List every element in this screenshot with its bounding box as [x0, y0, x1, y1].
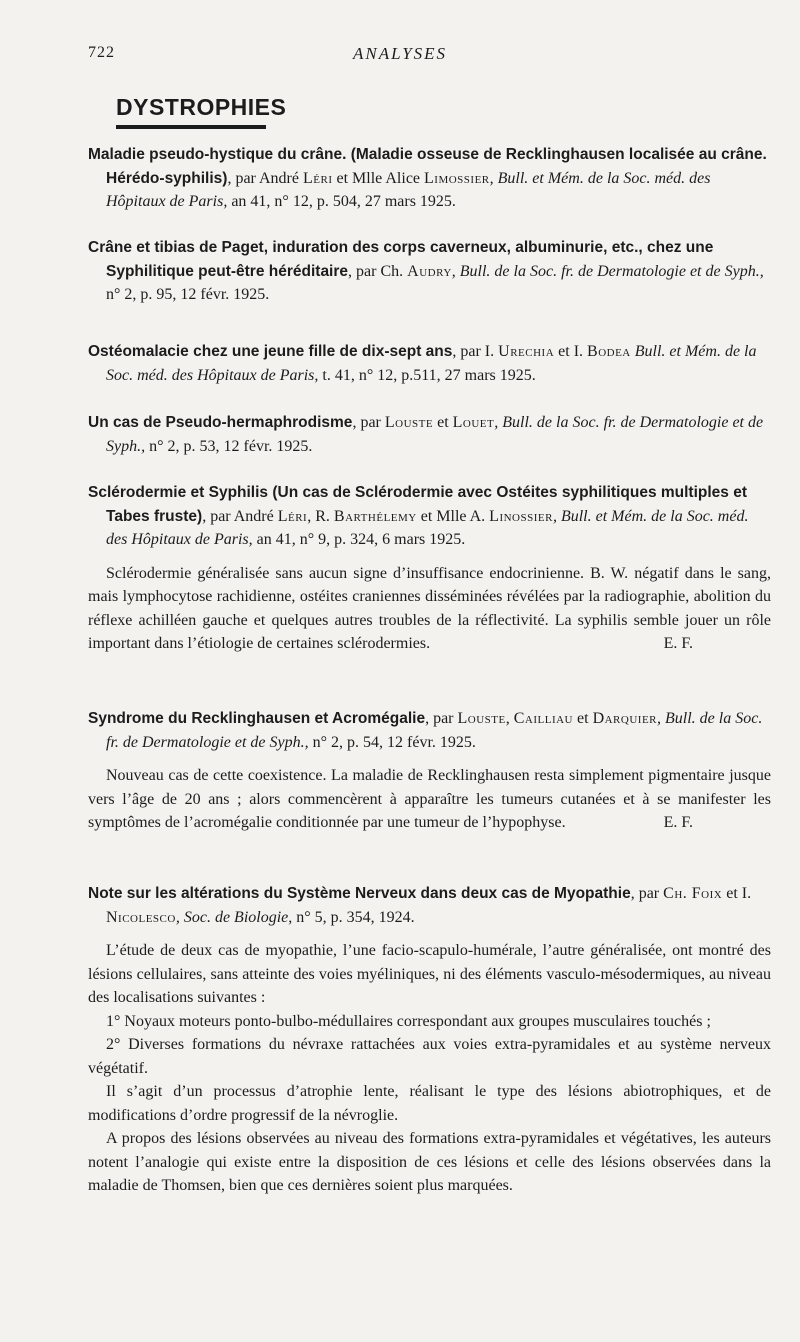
- abstract-paragraph: Sclérodermie généralisée sans aucun signe d’insuffisance endocrinienne. B. W. négatif dans le sang, mais lymphocytose rachidienne, ostéites craniennes disséminées révélées par la radiographie, abolition du réflexe achilléen gauche et quelques autres troubles de la réflectivité. La syphilis semble jouer un rôle important dans l’étiologie de certaines sclérodermies. E. F.: [88, 562, 771, 656]
- citation: Bull. et Mém. de la Soc. méd. des Hôpitaux de Paris,: [106, 343, 757, 384]
- abstract-paragraph: Nouveau cas de cette coexistence. La maladie de Recklinghausen resta simplement pigmentaire jusque vers l’âge de 20 ans ; alors commencèrent à apparaître les tumeurs cutanées et à se manifester les symptômes de l’acromégalie conditionnée par une tumeur de l’hypophyse. E. F.: [88, 764, 771, 835]
- entry-heading: Crâne et tibias de Paget, induration des corps caverneux, albuminurie, etc., chez une Syphilitique peut-être héréditaire, par Ch. Audry, Bull. de la Soc. fr. de Dermatologie et de Syph., n° 2, p. 95, 12 févr. 1925.: [88, 239, 764, 303]
- citation-details: n° 2, p. 54, 12 févr. 1925.: [308, 733, 476, 751]
- citation: , Bull. et Mém. de la Soc. méd. des Hôpitaux de Paris,: [106, 169, 711, 210]
- author-name: Urechia: [498, 343, 555, 360]
- entry-title: Crâne et tibias de Paget, induration des corps caverneux, albuminurie, etc., chez une Syphilitique peut-être héréditaire: [88, 239, 714, 280]
- citation-details: t. 41, n° 12, p.511, 27 mars 1925.: [318, 366, 536, 384]
- author-name: Louet: [452, 414, 495, 431]
- author-name: Audry: [407, 262, 452, 280]
- abstract: [88, 562, 771, 656]
- citation-details: n° 5, p. 354, 1924.: [292, 908, 415, 926]
- entry-title: Un cas de Pseudo-hermaphrodisme: [88, 414, 353, 431]
- citation: , Bull. de la Soc. fr. de Dermatologie et de Syph.,: [106, 414, 764, 455]
- author-name: Léri: [277, 507, 308, 525]
- entry-osteomalacie: [88, 340, 771, 387]
- citation: , Bull. et Mém. de la Soc. méd. des Hôpitaux de Paris,: [106, 507, 749, 548]
- citation: , Bull. de la Soc. fr. de Dermatologie et de Syph.,: [106, 710, 763, 751]
- entry-heading: Note sur les altérations du Système Nerveux dans deux cas de Myopathie, par Ch. Foix et I. Nicolesco, Soc. de Biologie, n° 5, p. 354, 1924.: [88, 885, 752, 926]
- author-name: Ch. Foix: [663, 885, 723, 902]
- author-name: Barthélemy: [333, 507, 417, 525]
- author-name: Léri: [302, 169, 333, 187]
- author-name: Louste: [457, 710, 506, 727]
- entry-heading: Sclérodermie et Syphilis (Un cas de Sclérodermie avec Ostéites syphilitiques multiples et Tabes fruste), par André Léri, R. Barthélemy et Mlle A. Linossier, Bull. et Mém. de la Soc. méd. des Hôpitaux de Paris, an 41, n° 9, p. 324, 6 mars 1925.: [88, 484, 749, 548]
- author-name: Linossier: [489, 507, 553, 525]
- entry-title: Ostéomalacie chez une jeune fille de dix-sept ans: [88, 343, 453, 360]
- page-number: 722: [88, 44, 115, 61]
- entry-title: Sclérodermie et Syphilis (Un cas de Sclérodermie avec Ostéites syphilitiques multiples et Tabes fruste): [88, 484, 747, 525]
- entry-heading: Maladie pseudo-hystique du crâne. (Maladie osseuse de Recklinghausen localisée au crâne. Hérédo-syphilis), par André Léri et Mlle Alice Limossier, Bull. et Mém. de la Soc. méd. des Hôpitaux de Paris, an 41, n° 12, p. 504, 27 mars 1925.: [88, 146, 767, 210]
- citation: , Bull. de la Soc. fr. de Dermatologie et de Syph.,: [451, 262, 764, 280]
- entry-pseudo-hermaphrodisme: [88, 411, 771, 458]
- entry-recklinghausen-acromegalie: [88, 707, 771, 835]
- author-name: Cailliau: [513, 710, 574, 727]
- abstract-paragraph: 2° Diverses formations du névraxe rattachées aux voies extra-pyramidales et au système nerveux végétatif.: [88, 1036, 771, 1077]
- entry-heading: Syndrome du Recklinghausen et Acromégalie, par Louste, Cailliau et Darquier, Bull. de la Soc. fr. de Dermatologie et de Syph., n° 2, p. 54, 12 févr. 1925.: [88, 710, 763, 751]
- abstract-paragraph: Il s’agit d’un processus d’atrophie lente, réalisant le type des lésions abiotrophiques, et de modifications d’ordre progressif de la névroglie.: [88, 1083, 771, 1124]
- entry-title: Note sur les altérations du Système Nerveux dans deux cas de Myopathie: [88, 885, 631, 902]
- abstract-paragraph: 1° Noyaux moteurs ponto-bulbo-médullaires correspondant aux groupes musculaires touchés ;: [106, 1012, 711, 1030]
- signature: E. F.: [663, 814, 693, 831]
- entry-paget: [88, 236, 771, 307]
- citation-details: an 41, n° 12, p. 504, 27 mars 1925.: [227, 193, 456, 210]
- author-name: Bodea: [587, 343, 631, 360]
- abstract-paragraph: L’étude de deux cas de myopathie, l’une facio-scapulo-humérale, l’autre généralisée, ont montré des lésions cellulaires, sans atteinte des voies myéliniques, ni des éléments vasculo-mésodermiques, au niveau des localisations suivantes :: [88, 942, 771, 1006]
- author-name: Limossier: [424, 169, 490, 187]
- citation-details: n° 2, p. 95, 12 févr. 1925.: [106, 286, 270, 303]
- entry-sclerodermie: [88, 481, 771, 656]
- signature: E. F.: [663, 635, 693, 652]
- entry-heading: Un cas de Pseudo-hermaphrodisme, par Louste et Louet, Bull. de la Soc. fr. de Dermatologie et de Syph., n° 2, p. 53, 12 févr. 1925.: [88, 414, 764, 455]
- abstract: [88, 939, 771, 1198]
- citation-details: an 41, n° 9, p. 324, 6 mars 1925.: [252, 531, 466, 548]
- entry-title: Syndrome du Recklinghausen et Acromégalie: [88, 710, 426, 727]
- running-title: ANALYSES: [352, 44, 448, 63]
- section-underline: [116, 125, 266, 129]
- abstract-paragraph: A propos des lésions observées au niveau des formations extra-pyramidales et végétatives, les auteurs notent l’analogie qui existe entre la disposition de ces lésions et celle des lésions observées dans la maladie de Thomsen, bien que ces dernières soient plus marquées.: [88, 1130, 771, 1194]
- citation-details: n° 2, p. 53, 12 févr. 1925.: [145, 437, 313, 455]
- entry-heading: Ostéomalacie chez une jeune fille de dix-sept ans, par I. Urechia et I. Bodea Bull. et Mém. de la Soc. méd. des Hôpitaux de Paris, t. 41, n° 12, p.511, 27 mars 1925.: [88, 343, 757, 384]
- section-title: DYSTROPHIES: [116, 94, 287, 120]
- author-name: Louste: [384, 414, 434, 431]
- entry-title: Maladie pseudo-hystique du crâne. (Maladie osseuse de Recklinghausen localisée au crâne. Hérédo-syphilis): [88, 146, 767, 187]
- author-name: Darquier: [592, 710, 658, 727]
- author-name: Nicolesco: [106, 908, 176, 926]
- abstract: [88, 764, 771, 835]
- entry-myopathie: [88, 882, 771, 1198]
- citation: , Soc. de Biologie,: [175, 908, 293, 926]
- entry-pseudo-hystique: [88, 143, 771, 214]
